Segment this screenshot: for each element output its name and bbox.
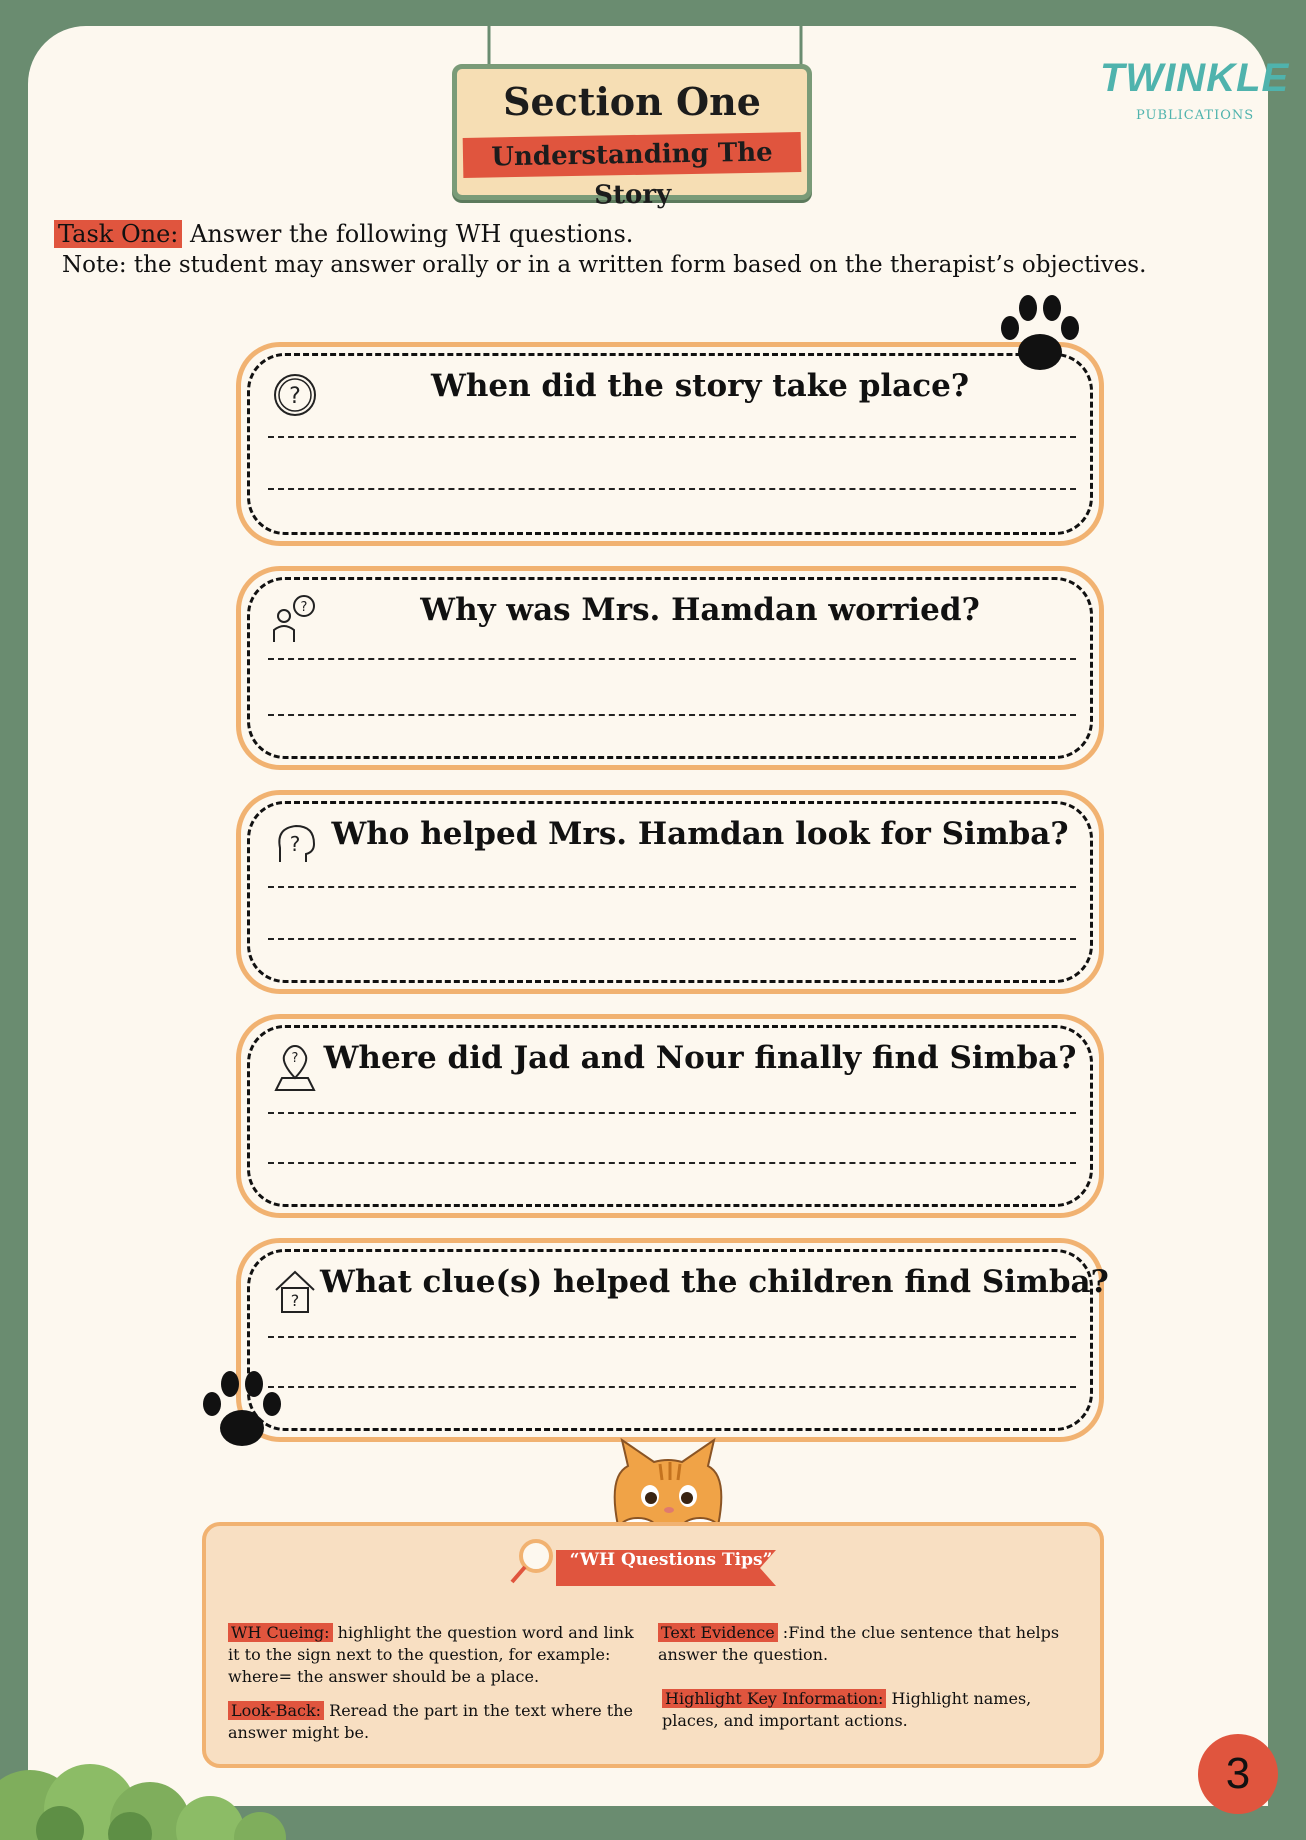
task-instruction xyxy=(54,220,633,248)
location-question-icon xyxy=(270,1042,320,1092)
answer-line[interactable] xyxy=(268,1112,1076,1114)
answer-line[interactable] xyxy=(268,1162,1076,1164)
svg-text:?: ? xyxy=(290,1291,300,1310)
svg-text:?: ? xyxy=(289,832,301,856)
svg-text:?: ? xyxy=(300,600,308,615)
answer-line[interactable] xyxy=(268,436,1076,438)
section-sign xyxy=(452,64,812,211)
task-text: Answer the following WH questions. xyxy=(182,220,634,248)
person-question-icon xyxy=(270,594,320,644)
answer-line[interactable] xyxy=(268,1386,1076,1388)
question-box xyxy=(236,342,1104,546)
question-box xyxy=(236,1238,1109,1442)
clock-question-icon xyxy=(270,370,320,420)
svg-text:?: ? xyxy=(291,1051,299,1066)
tip-label: Highlight Key Information: xyxy=(662,1689,886,1708)
paw-print-icon xyxy=(988,288,1088,388)
question-text: When did the story take place? xyxy=(431,368,969,404)
task-note: Note: the student may answer orally or in a written form based on the therapist’s objectives. xyxy=(62,252,1147,278)
tip-label: Text Evidence xyxy=(658,1623,778,1642)
question-text: Where did Jad and Nour finally find Simba? xyxy=(323,1040,1077,1076)
publisher-logo xyxy=(1100,56,1290,136)
answer-line[interactable] xyxy=(268,886,1076,888)
answer-line[interactable] xyxy=(268,714,1076,716)
house-question-icon xyxy=(270,1266,320,1316)
tip-text: highlight the question word and link it to the sign next to the question, for example: where= the answer should be a place. xyxy=(228,1623,634,1686)
answer-line[interactable] xyxy=(268,488,1076,490)
question-text: Who helped Mrs. Hamdan look for Simba? xyxy=(331,816,1069,852)
answer-line[interactable] xyxy=(268,938,1076,940)
section-title: Section One xyxy=(503,79,761,124)
tip-label: WH Cueing: xyxy=(228,1623,333,1642)
section-subtitle: Understanding The Story xyxy=(463,132,802,178)
tip-text: Highlight names, places, and important actions. xyxy=(662,1689,1032,1730)
question-box xyxy=(236,566,1104,770)
question-text: What clue(s) helped the children find Simba? xyxy=(320,1264,1109,1300)
head-question-icon xyxy=(270,818,320,868)
tips-box xyxy=(202,1522,1104,1768)
tip-text-evidence xyxy=(658,1622,1078,1666)
question-box xyxy=(236,1014,1104,1218)
question-text: Why was Mrs. Hamdan worried? xyxy=(420,592,980,628)
answer-line[interactable] xyxy=(268,658,1076,660)
svg-text:?: ? xyxy=(289,384,301,409)
page-number: 3 xyxy=(1198,1734,1278,1814)
tip-text: Reread the part in the text where the answer might be. xyxy=(228,1701,633,1742)
tip-wh-cueing xyxy=(228,1622,646,1688)
bush-decoration xyxy=(0,1700,330,1840)
worksheet-page xyxy=(28,26,1290,1806)
tips-banner: “WH Questions Tips” xyxy=(569,1550,773,1570)
logo-word: TWINKLE xyxy=(1100,56,1290,100)
task-label: Task One: xyxy=(54,220,182,248)
tip-highlight xyxy=(662,1688,1078,1732)
answer-line[interactable] xyxy=(268,1336,1076,1338)
paw-print-icon xyxy=(190,1364,290,1464)
logo-sub: PUBLICATIONS xyxy=(1136,108,1255,123)
tip-text: :Find the clue sentence that helps answer the question. xyxy=(658,1623,1060,1664)
question-box xyxy=(236,790,1104,994)
tip-label: Look-Back: xyxy=(228,1701,324,1720)
